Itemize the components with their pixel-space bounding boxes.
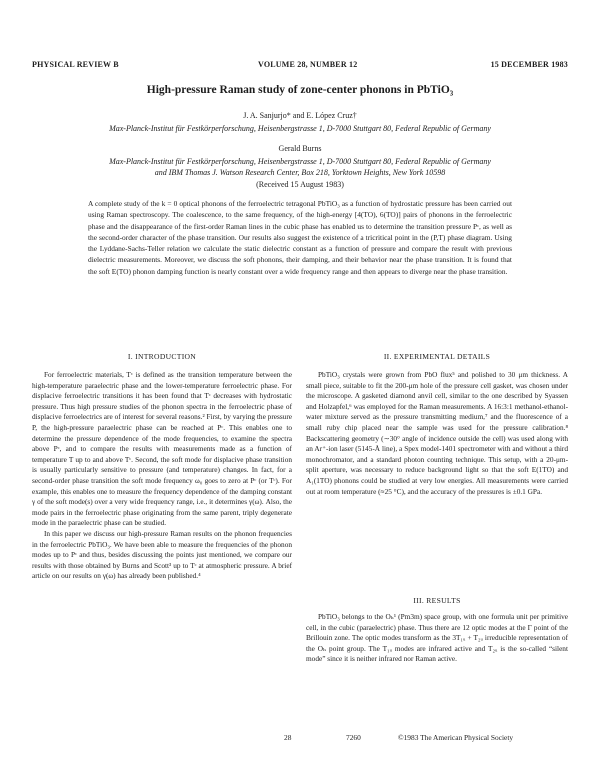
experimental-column [306,370,568,497]
affiliation-2b: and IBM Thomas J. Watson Research Center, Box 218, Yorktown Heights, New York 10598 [154,168,446,177]
affiliation-1: Max-Planck-Institut für Festkörperforschung, Heisenbergstrasse 1, D-7000 Stuttgart 80, Federal Republic of Germany [109,124,491,133]
volume-number: VOLUME 28, NUMBER 12 [258,60,358,69]
section-heading-experimental: II. EXPERIMENTAL DETAILS [383,352,491,361]
results-paragraph: PbTiO₃ belongs to the Oₕ¹ (Pm3m) space group, with one formula unit per primitive cell, in the cubic (paraelectric) phase. Thus there are 12 optic modes at the Γ point of the Brillouin zone. The optic modes transform as the 3T₁ᵤ + T₂ᵤ irreducible representation of the Oₕ point group. The T₁ᵤ modes are infrared active and T₂ᵤ is the so-called “silent mode” since it is neither infrared nor Raman active. [306,612,568,664]
issue-date: 15 DECEMBER 1983 [490,60,568,69]
introduction-column [32,370,292,582]
results-column [306,612,568,665]
footer-volume-number: 28 [284,733,292,742]
intro-paragraph: For ferroelectric materials, Tᶜ is defined as the transition temperature between the high-temperature paraelectric phase and the lower-temperature ferroelectric phase. For displacive ferroelectric transitions it has been found that Tᶜ decreases with hydrostatic pressure. Thus high pressure studies of the phonon spectra in the ferroelectric phase of displacive ferroelectrics are of interest for several reasons.² First, by varying the pressure P, the high-pressure paraelectric phase can be reached at Pᶜ. This enables one to determine the pressure dependence of the mode frequencies, to examine the spectra above Pᶜ, and to compare the results with measurements made as a function of temperature T up to and above Tᶜ. Second, the soft mode for displacive phase transition is usually particularly sensitive to pressure (and temperature) changes. In fact, for a second-order phase transition the soft mode frequency ω₀ goes to zero at Pᶜ (or Tᶜ). For example, this enables one to measure the frequency dependence of the damping constant γ of the soft mode(s) over a very wide frequency range, i.e., it determines γ(ω). Also, the mode pairs in the ferroelectric phase originating from the same parent, triply degenerate mode in the paraelectric phase can be studied. [32,370,292,528]
section-heading-results: III. RESULTS [413,596,461,605]
footer-page-number: 7260 [346,733,361,742]
footer-copyright: ©1983 The American Physical Society [398,733,514,742]
intro-paragraph: In this paper we discuss our high-pressure Raman results on the phonon frequencies in the ferroelectric PbTiO₃. We have been able to measure the frequencies of the phonon modes up to Pᶜ and thus, besides discussing the points just mentioned, we compare our results with those obtained by Burns and Scott³ up to Tᶜ at atmospheric pressure. A brief article on our results on γ(ω) has already been published.⁴ [32,528,292,581]
journal-name: PHYSICAL REVIEW B [32,60,119,69]
affiliation-2a: Max-Planck-Institut für Festkörperforschung, Heisenbergstrasse 1, D-7000 Stuttgart 80, Federal Republic of Germany [109,157,491,166]
experimental-paragraph: PbTiO₃ crystals were grown from PbO flux⁵ and polished to 30 μm thickness. A small piece, suitable to fit the 200-μm hole of the pressure cell gasket, was chosen under the microscope. A gasketed diamond anvil cell, similar to the one described by Syassen and Holzapfel,⁶ was employed for the Raman measurements. A 16:3:1 methanol-ethanol-water mixture served as the pressure transmitting medium,⁷ and the fluorescence of a small ruby chip placed near the sample was used for the pressure calibration.⁸ Backscattering geometry (∼30° angle of incidence outside the cell) was used along with an Ar⁺-ion laser (5145-Å line), a Spex model-1401 spectrometer with and without a third monochromator, and a standard photon counting technique. This setup, with a 20-μm-split aperture, was necessary to reduce background light so that the soft E(1TO) and A₁(1TO) phonons could be studied at very low energies. All measurements were carried out at room temperature (≈25 °C), and the accuracy of the pressures is ±0.1 GPa. [306,370,568,496]
abstract: A complete study of the k = 0 optical phonons of the ferroelectric tetragonal PbTiO₃ as a function of hydrostatic pressure has been carried out using Raman spectroscopy. The coalescence, to the same frequency, of the high-energy [4(TO), 6(TO)] pairs of phonons in the ferroelectric phase and the disappearance of the first-order Raman lines in the cubic phase has enabled us to determine the transition pressure Pᶜ, as well as the second-order character of the phase transition. Our results also suggest the existence of a tricritical point in the (P,T) phase diagram. Using the Lyddane-Sachs-Teller relation we calculate the static dielectric constant as a function of pressure and compare the result with previous dielectric measurements. Moreover, we discuss the soft phonons, their damping, and their behavior near the phase transition. It is found that the soft E(TO) phonon damping function is nearly constant over a wide frequency range and then appears to diverge near the phase transition. [88,199,512,276]
section-heading-introduction: I. INTRODUCTION [127,352,197,361]
author-2: Gerald Burns [278,144,322,153]
paper-title: High-pressure Raman study of zone-center phonons in PbTiO₃ [146,84,454,96]
received-date: (Received 15 August 1983) [256,180,344,189]
authors-line-1: J. A. Sanjurjo* and E. López Cruz† [243,111,357,120]
